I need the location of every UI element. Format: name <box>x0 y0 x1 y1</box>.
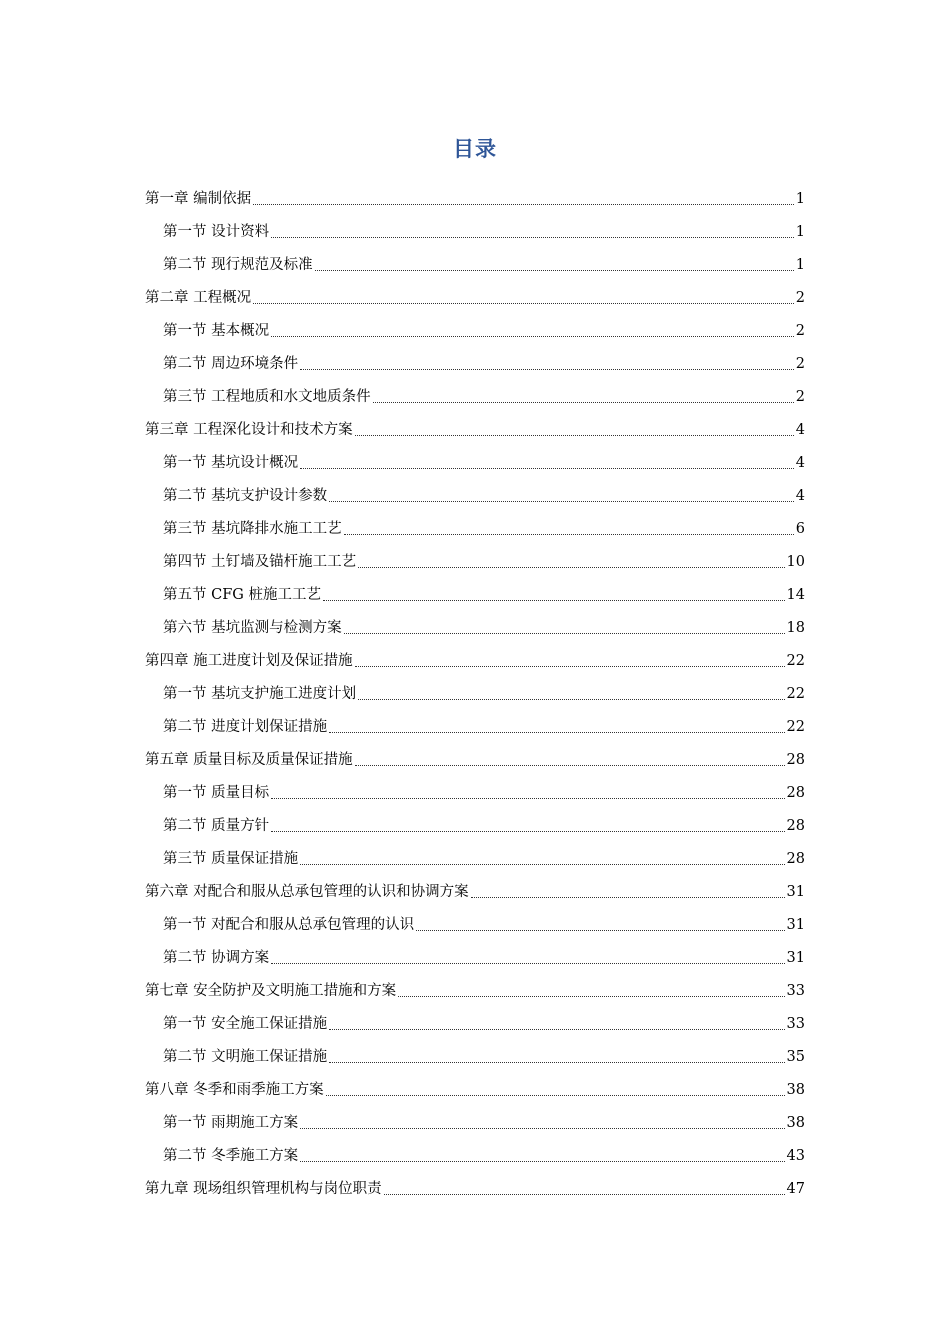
toc-page-number: 14 <box>786 587 805 603</box>
toc-entry-label: 第二节 现行规范及标准 <box>163 257 313 273</box>
toc-chapter-entry[interactable] <box>145 975 805 1008</box>
toc-dot-leader <box>398 995 784 997</box>
toc-entry-label: 第三节 基坑降排水施工工艺 <box>163 521 342 537</box>
toc-section-entry[interactable] <box>145 480 805 513</box>
toc-page-number: 1 <box>795 224 805 240</box>
toc-section-entry[interactable] <box>145 1140 805 1173</box>
toc-entry-label: 第二节 周边环境条件 <box>163 356 299 372</box>
toc-dot-leader <box>358 698 784 700</box>
toc-page-number: 31 <box>786 917 805 933</box>
toc-entry-label: 第六章 对配合和服从总承包管理的认识和协调方案 <box>145 884 469 900</box>
toc-page-number: 2 <box>795 323 805 339</box>
toc-section-entry[interactable] <box>145 546 805 579</box>
toc-page-number: 6 <box>795 521 805 537</box>
toc-section-entry[interactable] <box>145 909 805 942</box>
toc-page-number: 18 <box>786 620 805 636</box>
toc-dot-leader <box>329 731 784 733</box>
toc-entry-label: 第一节 设计资料 <box>163 224 270 240</box>
toc-dot-leader <box>355 434 794 436</box>
toc-dot-leader <box>344 632 785 634</box>
toc-dot-leader <box>373 401 794 403</box>
toc-page-number: 2 <box>795 356 805 372</box>
toc-page-number: 31 <box>786 950 805 966</box>
toc-page-number: 22 <box>786 719 805 735</box>
toc-dot-leader <box>355 665 785 667</box>
toc-page-number: 43 <box>786 1148 805 1164</box>
toc-dot-leader <box>358 566 784 568</box>
toc-section-entry[interactable] <box>145 315 805 348</box>
toc-list <box>145 183 805 1206</box>
toc-chapter-entry[interactable] <box>145 1173 805 1206</box>
toc-section-entry[interactable] <box>145 249 805 282</box>
toc-dot-leader <box>323 599 785 601</box>
toc-dot-leader <box>300 467 794 469</box>
toc-page-number: 4 <box>795 488 805 504</box>
toc-dot-leader <box>329 1061 784 1063</box>
toc-entry-label: 第一节 安全施工保证措施 <box>163 1016 328 1032</box>
toc-page-number: 2 <box>795 389 805 405</box>
toc-section-entry[interactable] <box>145 216 805 249</box>
toc-chapter-entry[interactable] <box>145 645 805 678</box>
toc-page-number: 10 <box>786 554 805 570</box>
toc-dot-leader <box>300 368 794 370</box>
toc-section-entry[interactable] <box>145 1008 805 1041</box>
toc-entry-label: 第四节 土钉墙及锚杆施工工艺 <box>163 554 357 570</box>
toc-entry-label: 第二节 质量方针 <box>163 818 270 834</box>
toc-dot-leader <box>300 1160 784 1162</box>
toc-section-entry[interactable] <box>145 579 805 612</box>
toc-page-number: 28 <box>786 785 805 801</box>
toc-page-number: 33 <box>786 1016 805 1032</box>
toc-page-number: 31 <box>786 884 805 900</box>
toc-entry-label: 第二节 进度计划保证措施 <box>163 719 328 735</box>
toc-entry-label: 第九章 现场组织管理机构与岗位职责 <box>145 1181 382 1197</box>
toc-entry-label: 第一节 对配合和服从总承包管理的认识 <box>163 917 415 933</box>
toc-chapter-entry[interactable] <box>145 282 805 315</box>
toc-section-entry[interactable] <box>145 381 805 414</box>
toc-dot-leader <box>384 1193 785 1195</box>
toc-entry-label: 第三章 工程深化设计和技术方案 <box>145 422 353 438</box>
toc-page-number: 38 <box>786 1115 805 1131</box>
toc-entry-label: 第三节 质量保证措施 <box>163 851 299 867</box>
toc-entry-label: 第五章 质量目标及质量保证措施 <box>145 752 353 768</box>
toc-dot-leader <box>416 929 784 931</box>
toc-dot-leader <box>329 500 794 502</box>
toc-page-number: 22 <box>786 686 805 702</box>
toc-entry-label: 第八章 冬季和雨季施工方案 <box>145 1082 324 1098</box>
toc-entry-label: 第二节 协调方案 <box>163 950 270 966</box>
toc-dot-leader <box>271 830 784 832</box>
toc-entry-label: 第四章 施工进度计划及保证措施 <box>145 653 353 669</box>
toc-section-entry[interactable] <box>145 810 805 843</box>
toc-entry-label: 第一节 质量目标 <box>163 785 270 801</box>
toc-title: 目录 <box>453 136 497 161</box>
toc-chapter-entry[interactable] <box>145 744 805 777</box>
toc-entry-label: 第二节 文明施工保证措施 <box>163 1049 328 1065</box>
toc-page-number: 2 <box>795 290 805 306</box>
toc-entry-label: 第二节 冬季施工方案 <box>163 1148 299 1164</box>
toc-page-number: 28 <box>786 851 805 867</box>
toc-dot-leader <box>253 203 794 205</box>
toc-page-number: 35 <box>786 1049 805 1065</box>
toc-section-entry[interactable] <box>145 843 805 876</box>
toc-entry-label: 第三节 工程地质和水文地质条件 <box>163 389 371 405</box>
toc-section-entry[interactable] <box>145 942 805 975</box>
toc-section-entry[interactable] <box>145 711 805 744</box>
toc-entry-label: 第一章 编制依据 <box>145 191 252 207</box>
toc-section-entry[interactable] <box>145 1107 805 1140</box>
toc-entry-label: 第一节 基坑支护施工进度计划 <box>163 686 357 702</box>
toc-dot-leader <box>315 269 794 271</box>
toc-section-entry[interactable] <box>145 348 805 381</box>
toc-page-number: 28 <box>786 752 805 768</box>
toc-entry-label: 第一节 基坑设计概况 <box>163 455 299 471</box>
toc-entry-label: 第六节 基坑监测与检测方案 <box>163 620 342 636</box>
toc-page-number: 47 <box>786 1181 805 1197</box>
toc-entry-label: 第五节 CFG 桩施工工艺 <box>163 587 321 603</box>
toc-dot-leader <box>329 1028 784 1030</box>
toc-entry-label: 第一节 雨期施工方案 <box>163 1115 299 1131</box>
toc-chapter-entry[interactable] <box>145 414 805 447</box>
toc-dot-leader <box>271 335 794 337</box>
toc-page-number: 38 <box>786 1082 805 1098</box>
toc-page-number: 4 <box>795 455 805 471</box>
toc-dot-leader <box>271 797 784 799</box>
toc-page-number: 1 <box>795 257 805 273</box>
toc-entry-label: 第一节 基本概况 <box>163 323 270 339</box>
toc-dot-leader <box>355 764 785 766</box>
toc-entry-label: 第七章 安全防护及文明施工措施和方案 <box>145 983 397 999</box>
toc-dot-leader <box>253 302 794 304</box>
toc-section-entry[interactable] <box>145 447 805 480</box>
toc-page-number: 22 <box>786 653 805 669</box>
toc-dot-leader <box>271 236 794 238</box>
toc-chapter-entry[interactable] <box>145 876 805 909</box>
toc-dot-leader <box>344 533 794 535</box>
toc-section-entry[interactable] <box>145 513 805 546</box>
toc-section-entry[interactable] <box>145 777 805 810</box>
toc-chapter-entry[interactable] <box>145 183 805 216</box>
toc-entry-label: 第二章 工程概况 <box>145 290 252 306</box>
toc-page-number: 33 <box>786 983 805 999</box>
toc-dot-leader <box>326 1094 785 1096</box>
toc-dot-leader <box>471 896 785 898</box>
toc-section-entry[interactable] <box>145 678 805 711</box>
toc-dot-leader <box>300 863 784 865</box>
toc-chapter-entry[interactable] <box>145 1074 805 1107</box>
toc-section-entry[interactable] <box>145 1041 805 1074</box>
toc-page-number: 4 <box>795 422 805 438</box>
toc-section-entry[interactable] <box>145 612 805 645</box>
toc-page-number: 28 <box>786 818 805 834</box>
toc-entry-label: 第二节 基坑支护设计参数 <box>163 488 328 504</box>
toc-dot-leader <box>300 1127 784 1129</box>
toc-dot-leader <box>271 962 784 964</box>
toc-page-number: 1 <box>795 191 805 207</box>
